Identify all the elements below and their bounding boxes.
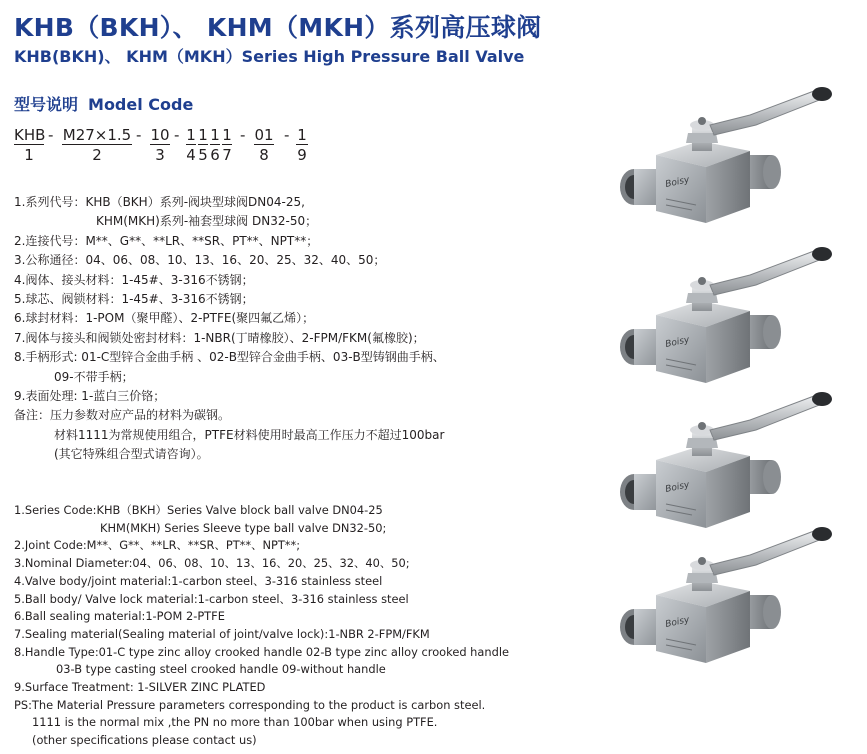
model-code-heading [14, 92, 193, 115]
spec-line: (other specifications please contact us) [32, 733, 257, 748]
spec-line: 1111 is the normal mix ,the PN no more than 100bar when using PTFE. [32, 715, 438, 730]
model-code-heading-en: Model Code [88, 95, 194, 114]
page-title-en: KHB(BKH)、 KHM（MKH）Series High Pressure Ball Valve [14, 47, 525, 66]
spec-line: KHM(MKH) Series Sleeve type ball valve DN32-50; [100, 520, 387, 535]
model-code-heading-cn: 型号说明 [14, 95, 79, 114]
code-separator: - [136, 126, 142, 144]
svg-text:Boisy: Boisy [664, 175, 691, 190]
code-separator: - [48, 126, 54, 144]
spec-line: 6.球封材料：1-POM（聚甲醛）、2-PTFE(聚四氟乙烯）； [14, 311, 315, 326]
page-title-cn: KHB（BKH）、 KHM（MKH）系列高压球阀 [14, 13, 542, 42]
spec-line: 6.Ball sealing material:1-POM 2-PTFE [14, 609, 225, 624]
spec-list-cn [14, 193, 445, 465]
code-separator: - [284, 126, 290, 144]
svg-text:Boisy: Boisy [664, 335, 691, 350]
valve-photo-1 [600, 85, 860, 235]
svg-text:Boisy: Boisy [664, 480, 691, 495]
spec-line: 8.手柄形式: 01-C型锌合金曲手柄 、02-B型锌合金曲手柄、03-B型铸钢曲手柄、 [14, 350, 445, 365]
spec-line: 材料1111为常规使用组合，PTFE材料使用时最高工作压力不超过100bar [54, 427, 445, 442]
spec-line: 03-B type casting steel crooked handle 09-without handle [56, 662, 386, 677]
code-segment-series: KHB 1 [14, 126, 46, 164]
code-segment-ball-material: 1 5 [198, 126, 208, 164]
spec-line: 7.Sealing material(Sealing material of joint/valve lock):1-NBR 2-FPM/FKM [14, 626, 430, 641]
spec-line: 4.Valve body/joint material:1-carbon steel、3-316 stainless steel [14, 573, 383, 588]
code-segment-ball-seal: 1 6 [210, 126, 220, 164]
code-separator: - [240, 126, 246, 144]
ball-valve-icon [600, 85, 860, 235]
code-segment-joint: M27×1.5 2 [62, 126, 132, 164]
spec-line: 7.阀体与接头和阀锁处密封材料：1-NBR(丁晴橡胶）、2-FPM/FKM(氟橡胶)； [14, 330, 425, 345]
svg-text:Boisy: Boisy [664, 615, 691, 630]
code-separator: - [174, 126, 180, 144]
valve-photo-3 [600, 390, 860, 540]
spec-line: 备注：压力参数对应产品的材料为碳钢。 [14, 408, 231, 423]
valve-photo-2 [600, 245, 860, 395]
spec-line: KHM(MKH)系列-袖套型球阀 DN32-50； [96, 214, 318, 229]
code-segment-surface: 1 9 [297, 126, 307, 164]
spec-line: 5.Ball body/ Valve lock material:1-carbon steel、3-316 stainless steel [14, 591, 409, 606]
ball-valve-icon [600, 245, 860, 395]
spec-line: 9.表面处理: 1-蓝白三价铬； [14, 389, 166, 404]
spec-line: 3.公称通径：04、06、08、10、13、16、20、25、32、40、50； [14, 253, 386, 268]
code-segment-sealing: 1 7 [222, 126, 232, 164]
spec-line: 5.球芯、阀锁材料：1-45#、3-316不锈钢； [14, 292, 254, 307]
spec-line: 1.系列代号：KHB（BKH）系列-阀块型球阀DN04-25, [14, 195, 305, 209]
valve-photo-4 [600, 525, 860, 675]
spec-line: 09-不带手柄； [54, 369, 134, 384]
spec-line: 2.Joint Code:M**、G**、**LR、**SR、PT**、NPT**; [14, 538, 301, 553]
code-segment-body-material: 1 4 [186, 126, 196, 164]
code-segment-diameter: 10 3 [150, 126, 170, 164]
code-segment-handle: 01 8 [254, 126, 274, 164]
spec-line: 1.Series Code:KHB（BKH）Series Valve block ball valve DN04-25 [14, 503, 383, 517]
spec-line: 9.Surface Treatment: 1-SILVER ZINC PLATED [14, 680, 266, 695]
product-photos [600, 85, 860, 725]
spec-line: 8.Handle Type:01-C type zinc alloy crooked handle 02-B type zinc alloy crooked handle [14, 644, 510, 659]
ball-valve-icon [600, 525, 860, 675]
spec-list-en [14, 502, 509, 750]
spec-line: 4.阀体、接头材料：1-45#、3-316不锈钢； [14, 272, 254, 287]
ball-valve-icon [600, 390, 860, 540]
spec-line: PS:The Material Pressure parameters corresponding to the product is carbon steel. [14, 697, 486, 712]
spec-line: 3.Nominal Diameter:04、06、08、10、13、16、20、25、32、40、50; [14, 556, 410, 571]
spec-line: 2.连接代号：M**、G**、**LR、**SR、PT**、NPT**； [14, 233, 319, 248]
spec-line: (其它特殊组合型式请咨询）。 [54, 447, 209, 462]
